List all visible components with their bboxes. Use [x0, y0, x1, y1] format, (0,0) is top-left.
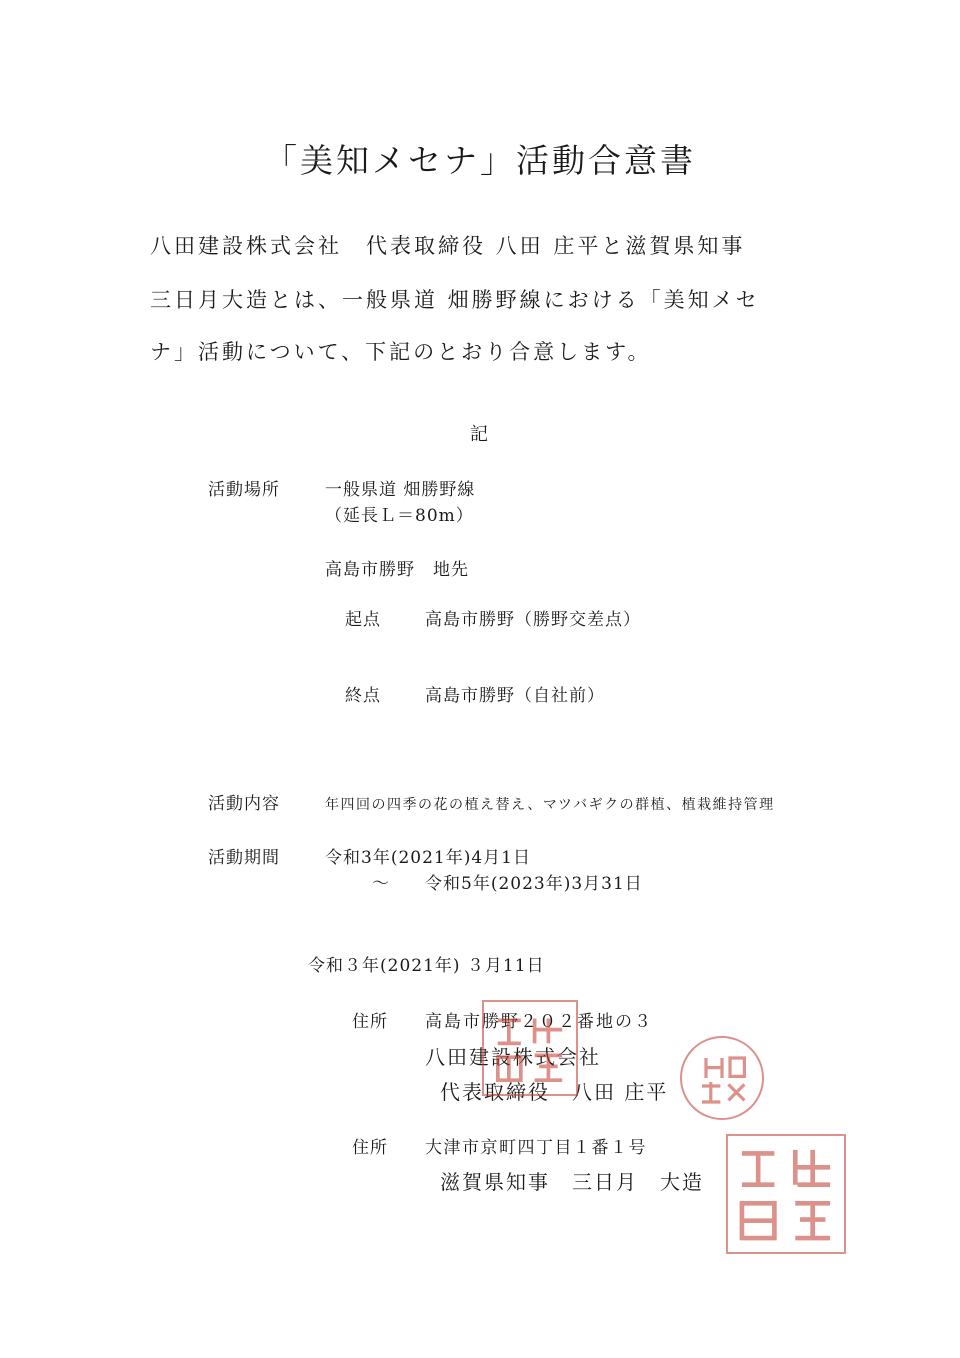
start-point-value: 高島市勝野（勝野交差点）	[425, 610, 641, 630]
ki-heading: 記	[470, 424, 488, 445]
party1-company: 八田建設株式会社	[425, 1045, 601, 1069]
party1-representative: 代表取締役 八田 庄平	[440, 1080, 669, 1104]
party2-address-label: 住所	[352, 1138, 388, 1158]
period-to: 令和5年(2023年)3月31日	[425, 874, 643, 894]
intro-line-2: 三日月大造とは、一般県道 畑勝野線における「美知メセ	[150, 288, 760, 312]
company-seal-stamp	[482, 1000, 578, 1096]
period-label: 活動期間	[208, 848, 280, 868]
location-road: 一般県道 畑勝野線	[325, 480, 476, 500]
document-title: 「美知メセナ」活動合意書	[264, 141, 696, 180]
party2-address: 大津市京町四丁目１番１号	[425, 1138, 647, 1158]
intro-line-3: ナ」活動について、下記のとおり合意します。	[150, 340, 652, 364]
governor-seal-stamp	[726, 1134, 846, 1254]
intro-line-1: 八田建設株式会社 代表取締役 八田 庄平と滋賀県知事	[150, 234, 746, 258]
party1-address-label: 住所	[352, 1012, 388, 1032]
location-label: 活動場所	[208, 480, 280, 500]
representative-seal-stamp	[680, 1036, 764, 1120]
party2-name: 滋賀県知事 三日月 大造	[440, 1170, 704, 1194]
location-length: （延長Ｌ＝80m）	[325, 506, 474, 526]
period-tilde: ～	[372, 874, 390, 894]
end-point-label: 終点	[345, 686, 381, 706]
party1-address: 高島市勝野２０２番地の３	[425, 1012, 653, 1032]
location-area: 高島市勝野 地先	[325, 560, 469, 580]
period-from: 令和3年(2021年)4月1日	[325, 848, 531, 868]
agreement-date: 令和３年(2021年) ３月11日	[308, 956, 545, 976]
end-point-value: 高島市勝野（自社前）	[425, 686, 605, 706]
content-label: 活動内容	[208, 794, 280, 814]
start-point-label: 起点	[345, 610, 381, 630]
content-value: 年四回の四季の花の植え替え、マツバギクの群植、植栽維持管理	[325, 797, 775, 813]
